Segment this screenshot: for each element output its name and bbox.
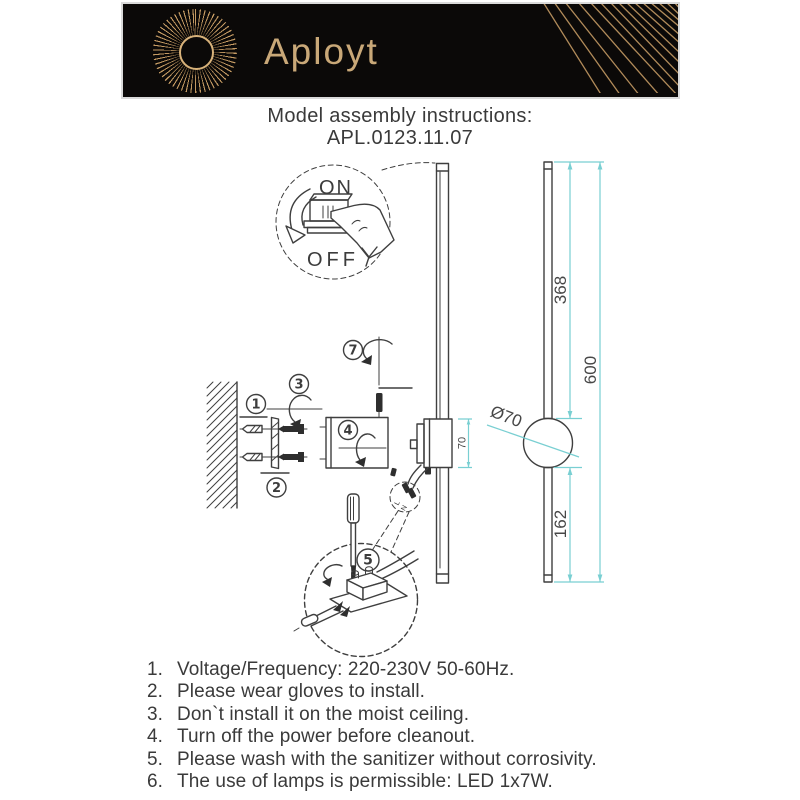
terminal-detail-step bbox=[294, 494, 418, 657]
callout-2: 2 bbox=[271, 481, 282, 496]
item-number: 5. bbox=[147, 748, 164, 770]
wall-plate bbox=[272, 418, 279, 469]
dimension-162: 162 bbox=[551, 509, 570, 539]
model-number: APL.0123.11.07 bbox=[326, 126, 474, 149]
switch-detail bbox=[276, 163, 435, 279]
item-text: The use of lamps is permissible: LED 1x7W. bbox=[177, 771, 553, 793]
list-item bbox=[147, 681, 597, 703]
item-number: 2. bbox=[147, 681, 164, 703]
callout-1: 1 bbox=[251, 397, 261, 413]
item-number: 6. bbox=[147, 771, 164, 793]
dimension-70: 70 bbox=[456, 436, 469, 450]
brand-name: Aployt bbox=[264, 31, 379, 72]
wall-hatching bbox=[207, 382, 237, 508]
item-number: 1. bbox=[147, 659, 164, 680]
list-item bbox=[147, 726, 597, 748]
dimension-diameter-70: Ø70 bbox=[487, 401, 525, 432]
lamp-front-view bbox=[457, 162, 605, 582]
dimension-600: 600 bbox=[581, 355, 600, 385]
item-text: Don`t install it on the moist ceiling. bbox=[177, 703, 470, 725]
mounting-bracket bbox=[411, 419, 453, 475]
page-title: Model assembly instructions: bbox=[267, 105, 533, 127]
detail-leader bbox=[382, 163, 435, 170]
list-item bbox=[147, 771, 597, 793]
item-text: Please wash with the sanitizer without corrosivity. bbox=[177, 748, 597, 770]
item-number: 4. bbox=[147, 726, 164, 748]
instruction-list bbox=[147, 659, 597, 793]
lamp-side-view bbox=[390, 164, 452, 584]
detail-bubble-circle bbox=[305, 544, 418, 657]
callout-3: 3 bbox=[294, 377, 304, 393]
wall-mounting-steps bbox=[207, 375, 322, 509]
rotate-indicator bbox=[324, 565, 342, 579]
lamp-base-circle bbox=[524, 419, 573, 468]
rotate-indicator bbox=[363, 340, 392, 359]
wire-insert-arrows bbox=[294, 601, 350, 631]
callout-7: 7 bbox=[348, 343, 358, 359]
item-text: Turn off the power before cleanout. bbox=[177, 726, 476, 748]
item-text: Voltage/Frequency: 220-230V 50-60Hz. bbox=[177, 659, 515, 680]
neutral-wire-label: N bbox=[400, 504, 409, 513]
off-label: OFF bbox=[307, 249, 359, 271]
canopy-box-step bbox=[320, 418, 388, 469]
list-item bbox=[147, 659, 597, 681]
list-item bbox=[147, 704, 597, 726]
item-number: 3. bbox=[147, 703, 164, 725]
list-item bbox=[147, 749, 597, 771]
hex-key-step bbox=[344, 337, 413, 418]
dimension-368: 368 bbox=[551, 275, 570, 305]
on-label: ON bbox=[319, 177, 353, 199]
supply-wires bbox=[390, 465, 428, 499]
item-text: Please wear gloves to install. bbox=[177, 681, 426, 703]
callout-4: 4 bbox=[343, 423, 353, 439]
live-wire-label: L bbox=[393, 499, 402, 507]
callout-5: 5 bbox=[363, 552, 373, 569]
